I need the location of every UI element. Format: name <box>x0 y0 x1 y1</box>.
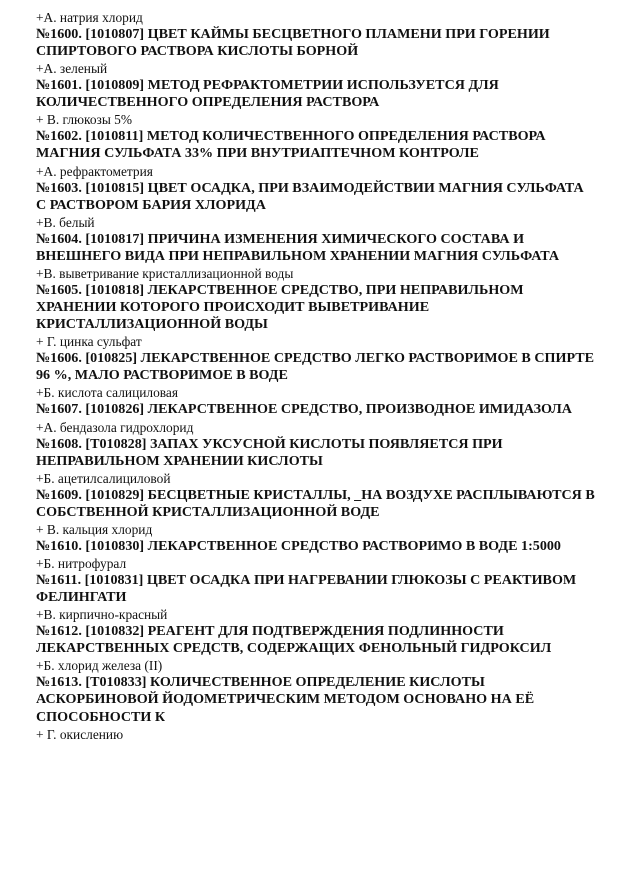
answer-text: + В. кальция хлорид <box>36 521 153 537</box>
answer-text: +В. белый <box>36 214 95 230</box>
answer-text: +Б. кислота салициловая <box>36 385 179 401</box>
answer-text: +В. кирпично-красный <box>36 607 168 623</box>
question-text: №1607. [1010826] ЛЕКАРСТВЕННОЕ СРЕДСТВО, ПРОИЗВОДНОЕ ИМИДАЗОЛА <box>36 401 572 418</box>
answer-text: + В. глюкозы 5% <box>36 112 133 128</box>
question-text: №1613. [Т010833] КОЛИЧЕСТВЕННОЕ ОПРЕДЕЛЕНИЕ КИСЛОТЫ АСКОРБИНОВОЙ ЙОДОМЕТРИЧЕСКИМ МЕТОДОМ ОСНОВАНО НА ЕЁ СПОСОБНОСТИ К <box>36 674 535 725</box>
question-text: №1606. [010825] ЛЕКАРСТВЕННОЕ СРЕДСТВО ЛЕГКО РАСТВОРИМОЕ В СПИРТЕ 96 %, МАЛО РАСТВОРИМОЕ В ВОДЕ <box>36 350 595 384</box>
question-text: №1601. [1010809] МЕТОД РЕФРАКТОМЕТРИИ ИСПОЛЬЗУЕТСЯ ДЛЯ КОЛИЧЕСТВЕННОГО ОПРЕДЕЛЕНИЯ РАСТВОРА <box>36 77 499 111</box>
answer-text: +А. бендазола гидрохлорид <box>36 419 194 435</box>
answer-text: + Г. цинка сульфат <box>36 334 142 350</box>
question-text: №1609. [1010829] БЕСЦВЕТНЫЕ КРИСТАЛЛЫ, _НА ВОЗДУХЕ РАСПЛЫВАЮТСЯ В СОБСТВЕННОЙ КРИСТАЛЛИЗАЦИОННОЙ ВОДЕ <box>36 486 595 520</box>
answer-text: + Г. окислению <box>36 726 124 742</box>
question-text: №1605. [1010818] ЛЕКАРСТВЕННОЕ СРЕДСТВО, ПРИ НЕПРАВИЛЬНОМ ХРАНЕНИИ КОТОРОГО ПРОИСХОДИТ ВЫВЕТРИВАНИЕ КРИСТАЛЛИЗАЦИОННОЙ ВОДЫ <box>36 281 524 333</box>
question-text: №1608. [Т010828] ЗАПАХ УКСУСНОЙ КИСЛОТЫ ПОЯВЛЯЕТСЯ ПРИ НЕПРАВИЛЬНОМ ХРАНЕНИИ КИСЛОТЫ <box>36 435 503 469</box>
document-body <box>36 9 596 743</box>
question-text: №1612. [1010832] РЕАГЕНТ ДЛЯ ПОДТВЕРЖДЕНИЯ ПОДЛИННОСТИ ЛЕКАРСТВЕННЫХ СРЕДСТВ, СОДЕРЖАЩИХ ФЕНОЛЬНЫЙ ГИДРОКСИЛ <box>36 623 552 657</box>
question-text: №1610. [1010830] ЛЕКАРСТВЕННОЕ СРЕДСТВО РАСТВОРИМО В ВОДЕ 1:5000 <box>36 537 561 554</box>
answer-text: +В. выветривание кристаллизационной воды <box>36 265 294 281</box>
question-text: №1604. [1010817] ПРИЧИНА ИЗМЕНЕНИЯ ХИМИЧЕСКОГО СОСТАВА И ВНЕШНЕГО ВИДА ПРИ НЕПРАВИЛЬНОМ ХРАНЕНИИ МАГНИЯ СУЛЬФАТА <box>36 230 560 264</box>
answer-text: +А. натрия хлорид <box>36 10 143 25</box>
answer-text: +А. зеленый <box>36 61 108 77</box>
question-text: №1603. [1010815] ЦВЕТ ОСАДКА, ПРИ ВЗАИМОДЕЙСТВИИ МАГНИЯ СУЛЬФАТА С РАСТВОРОМ БАРИЯ ХЛОРИДА <box>36 179 584 213</box>
question-text: №1602. [1010811] МЕТОД КОЛИЧЕСТВЕННОГО ОПРЕДЕЛЕНИЯ РАСТВОРА МАГНИЯ СУЛЬФАТА 33% ПРИ ВНУТРИАПТЕЧНОМ КОНТРОЛЕ <box>36 128 546 162</box>
answer-text: +Б. хлорид железа (II) <box>36 658 163 674</box>
answer-text: +Б. нитрофурал <box>36 555 127 571</box>
question-text: №1600. [1010807] ЦВЕТ КАЙМЫ БЕСЦВЕТНОГО ПЛАМЕНИ ПРИ ГОРЕНИИ СПИРТОВОГО РАСТВОРА КИСЛОТЫ БОРНОЙ <box>36 26 550 60</box>
answer-text: +Б. ацетилсалициловой <box>36 470 171 486</box>
answer-text: +А. рефрактометрия <box>36 163 153 179</box>
question-text: №1611. [1010831] ЦВЕТ ОСАДКА ПРИ НАГРЕВАНИИ ГЛЮКОЗЫ С РЕАКТИВОМ ФЕЛИНГАТИ <box>36 571 577 606</box>
